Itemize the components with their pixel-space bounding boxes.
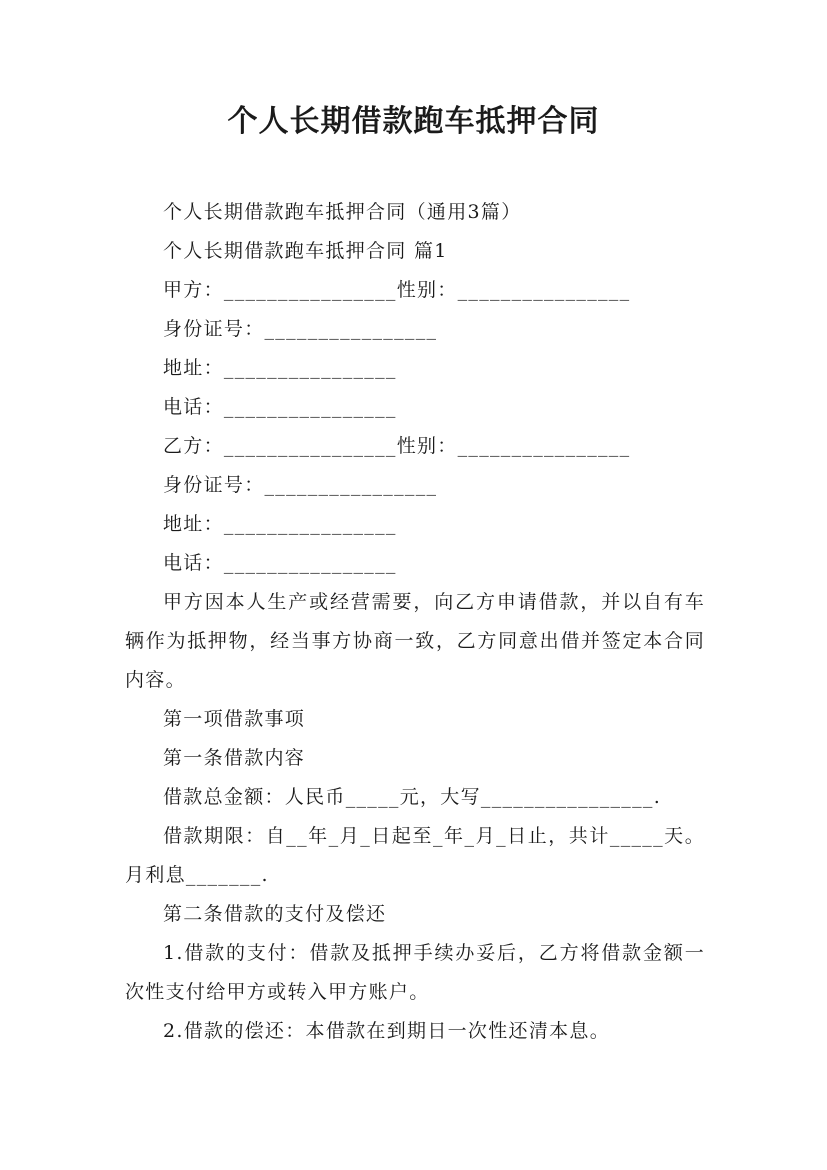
- clause-heading-loan-matters: 第一项借款事项: [163, 708, 306, 730]
- loan-payment-paragraph: 1.借款的支付：借款及抵押手续办妥后，乙方将借款金额一次性支付给甲方或转入甲方账户。: [125, 942, 705, 1003]
- loan-term-paragraph: 借款期限：自__年_月_日起至_年_月_日止，共计_____天。月利息_______.: [125, 825, 705, 886]
- party-a-name-gender-line: 甲方：________________性别：________________: [163, 279, 631, 301]
- article-heading-loan-content: 第一条借款内容: [163, 747, 306, 769]
- section-heading: 个人长期借款跑车抵押合同 篇1: [163, 240, 448, 262]
- subtitle-paragraph: 个人长期借款跑车抵押合同（通用3篇）: [163, 201, 522, 223]
- contract-purpose-paragraph: 甲方因本人生产或经营需要，向乙方申请借款，并以自有车辆作为抵押物，经当事方协商一致，乙方同意出借并签定本合同内容。: [125, 591, 705, 691]
- document-title: 个人长期借款跑车抵押合同: [227, 104, 600, 139]
- article-heading-payment-repayment: 第二条借款的支付及偿还: [163, 903, 387, 925]
- party-a-phone-line: 电话：________________: [163, 396, 397, 418]
- party-b-address-line: 地址：________________: [163, 513, 397, 535]
- loan-repayment-paragraph: 2.借款的偿还：本借款在到期日一次性还清本息。: [163, 1020, 611, 1042]
- party-a-id-line: 身份证号：________________: [163, 318, 438, 340]
- party-b-name-gender-line: 乙方：________________性别：________________: [163, 435, 631, 457]
- document-body: [125, 193, 705, 1051]
- party-b-id-line: 身份证号：________________: [163, 474, 438, 496]
- party-a-address-line: 地址：________________: [163, 357, 397, 379]
- party-b-phone-line: 电话：________________: [163, 552, 397, 574]
- loan-amount-line: 借款总金额：人民币_____元，大写________________.: [163, 786, 662, 808]
